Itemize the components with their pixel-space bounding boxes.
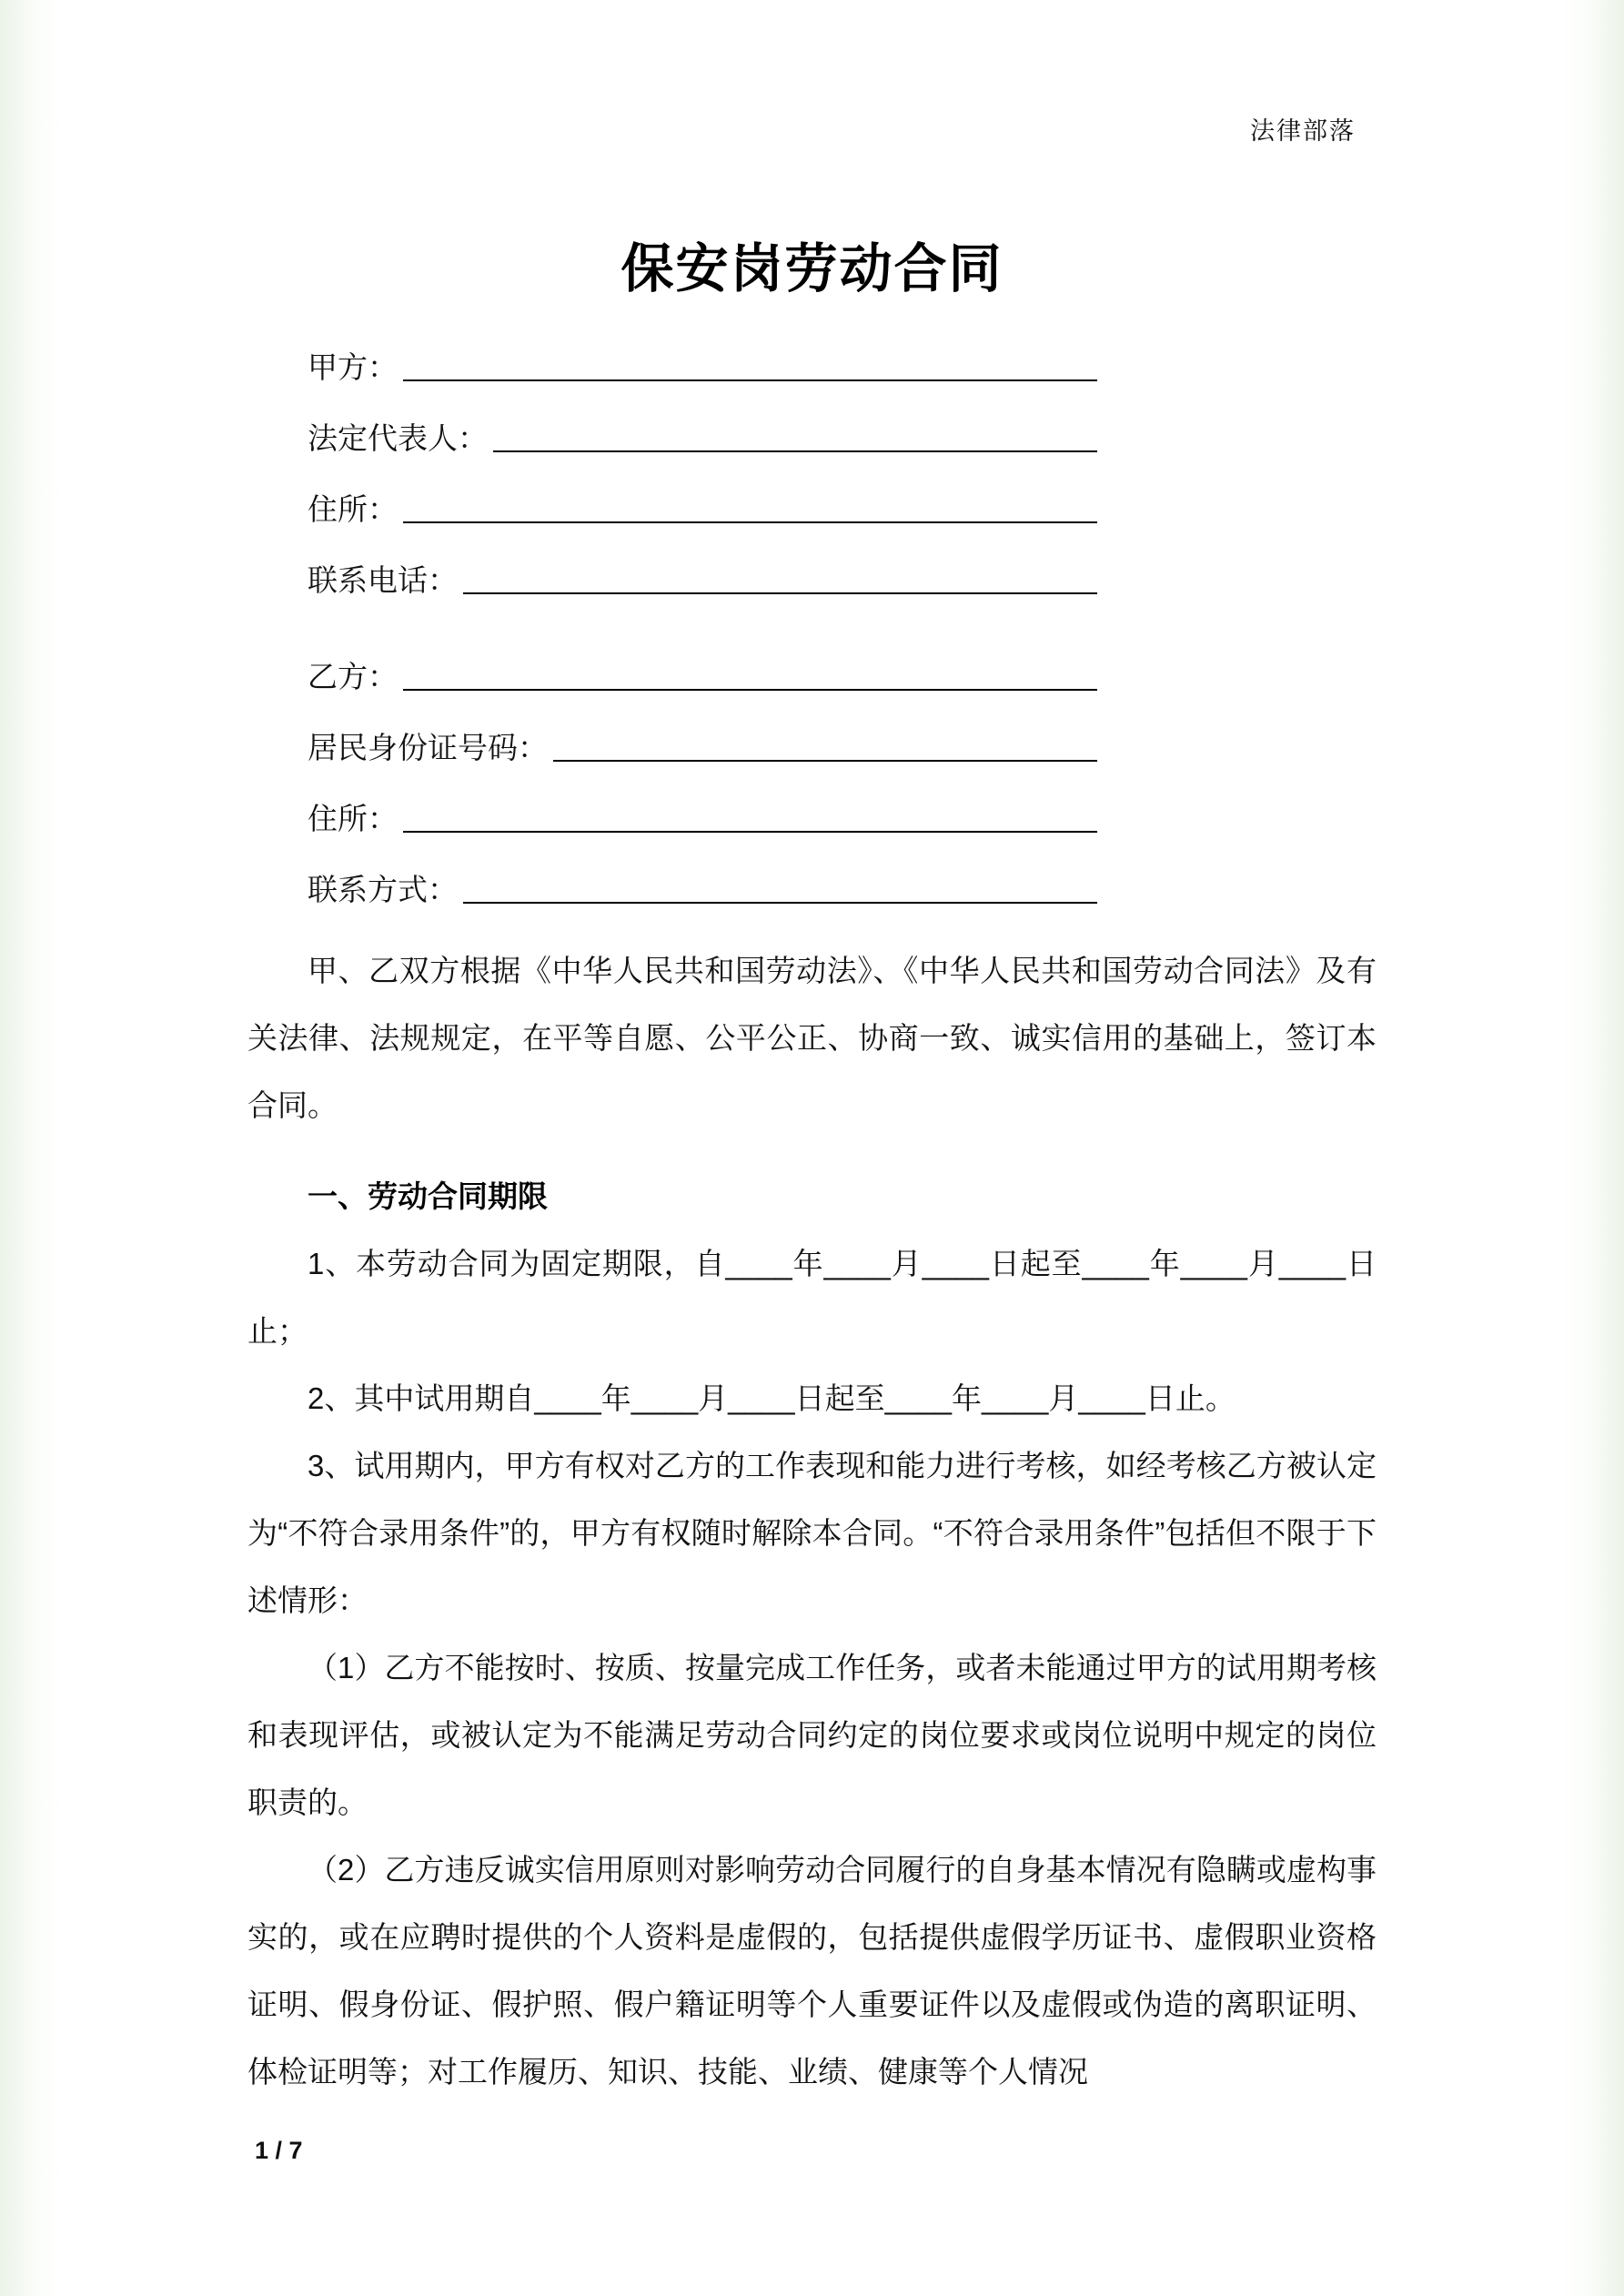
field-row-party-a-phone [308,528,1097,599]
legal-representative-blank-underline [493,450,1097,452]
party-a-blank-underline [403,379,1097,381]
party-b-contact-label: 联系方式： [308,873,458,907]
field-row-party-b [308,624,1097,695]
field-row-party-b-address [308,766,1097,837]
section-1-clause-3: 3、试用期内，甲方有权对乙方的工作表现和能力进行考核，如经考核乙方被认定为“不符合录用条件”的，甲方有权随时解除本合同。“不符合录用条件”包括但不限于下述情形： [247,1449,1377,1617]
party-a-info-block [247,315,1377,599]
section-1-heading: 一、劳动合同期限 [308,1179,548,1213]
field-row-party-a [308,315,1097,386]
party-a-label: 甲方： [308,350,398,385]
section-1-item-1: （1）乙方不能按时、按质、按量完成工作任务，或者未能通过甲方的试用期考核和表现评估，或被认定为不能满足劳动合同约定的岗位要求或岗位说明中规定的岗位职责的。 [247,1651,1377,1819]
party-b-contact-blank-underline [463,902,1097,904]
party-a-phone-blank-underline [463,592,1097,594]
section-1-clause-1: 1、本劳动合同为固定期限，自____年____月____日起至____年____月____日止； [247,1247,1377,1348]
legal-representative-label: 法定代表人： [308,421,488,456]
party-a-address-label: 住所： [308,492,398,527]
party-b-label: 乙方： [308,660,398,694]
party-b-address-label: 住所： [308,802,398,836]
field-row-party-a-address [308,457,1097,528]
site-watermark: 法律部落 [1250,117,1356,145]
id-number-blank-underline [553,760,1097,762]
section-1-item-2: （2）乙方违反诚实信用原则对影响劳动合同履行的自身基本情况有隐瞒或虚构事实的，或在应聘时提供的个人资料是虚假的，包括提供虚假学历证书、虚假职业资格证明、假身份证、假护照、假户籍证明等个人重要证件以及虚假或伪造的离职证明、体检证明等；对工作履历、知识、技能、业绩、健康等个人情况 [247,1853,1377,2089]
document-title: 保安岗劳动合同 [620,239,1004,298]
party-a-address-blank-underline [403,521,1097,523]
section-1-clause-2: 2、其中试用期自____年____月____日起至____年____月____日止。 [308,1381,1236,1415]
field-row-id-number [308,695,1097,766]
field-row-party-b-contact [308,837,1097,908]
party-b-info-block [247,624,1377,908]
party-b-blank-underline [403,689,1097,691]
party-b-address-blank-underline [403,831,1097,833]
party-a-phone-label: 联系电话： [308,563,458,598]
page-number: 1 / 7 [255,2137,303,2164]
id-number-label: 居民身份证号码： [308,731,548,765]
field-row-legal-representative [308,386,1097,457]
contract-preamble: 甲、乙双方根据《中华人民共和国劳动法》、《中华人民共和国劳动合同法》及有关法律、法规规定，在平等自愿、公平公正、协商一致、诚实信用的基础上，签订本合同。 [247,954,1377,1122]
